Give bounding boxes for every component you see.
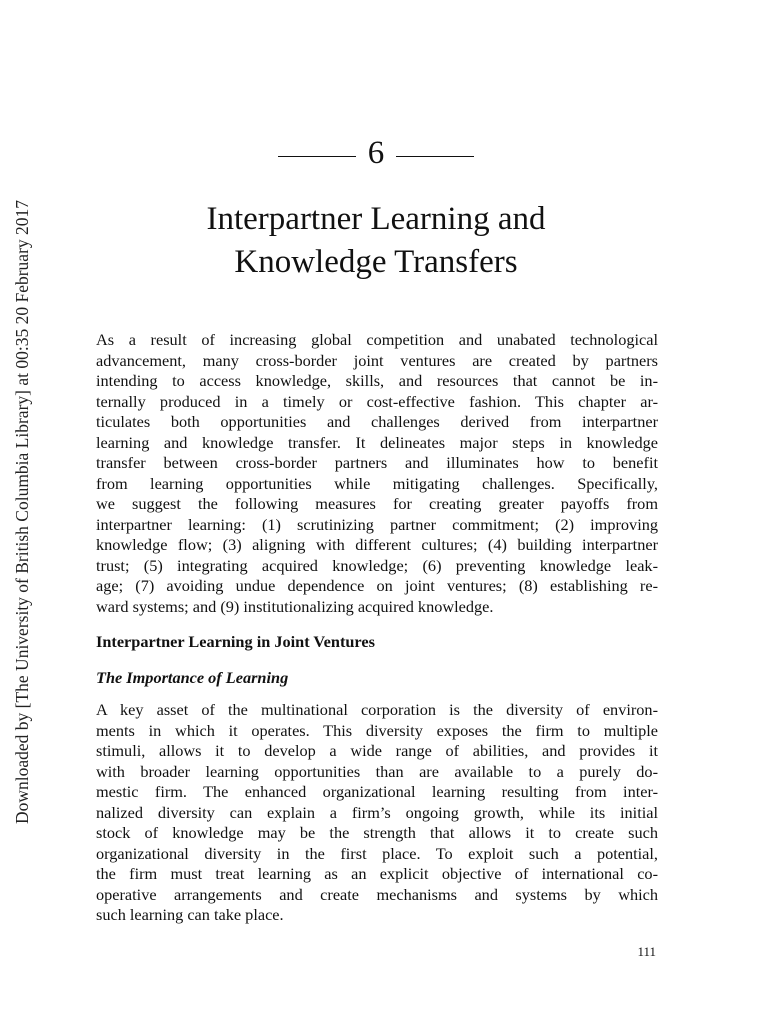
right-rule <box>396 156 474 157</box>
page-number: 111 <box>637 944 656 959</box>
text-line: operative arrangements and create mechanisms and systems by which <box>96 884 658 904</box>
text-line: knowledge flow; (3) aligning with different cultures; (4) building interpartner <box>96 535 658 554</box>
text-line: such learning can take place. <box>96 905 284 924</box>
text-line: mestic firm. The enhanced organizational learning resulting from inter- <box>96 782 658 801</box>
text-line: stimuli, allows it to develop a wide range of abilities, and provides it <box>96 741 658 760</box>
text-line: ments in which it operates. This diversity exposes the firm to multiple <box>96 720 658 740</box>
text-line: As a result of increasing global competition and unabated technological <box>96 330 658 349</box>
text-line: intending to access knowledge, skills, and resources that cannot be in- <box>96 371 658 390</box>
download-margin-note: Downloaded by [The University of British Columbia Library] at 00:35 20 February 2017 <box>12 199 32 825</box>
left-rule <box>278 156 356 157</box>
section-heading: Interpartner Learning in Joint Ventures <box>96 632 375 651</box>
text-line: ticulates both opportunities and challenges derived from interpartner <box>96 412 658 431</box>
text-line: A key asset of the multinational corporation is the diversity of environ- <box>96 700 658 719</box>
intro-paragraph <box>96 330 658 617</box>
chapter-number-block <box>265 133 487 173</box>
text-line: interpartner learning: (1) scrutinizing partner commitment; (2) improving <box>96 514 658 534</box>
chapter-title-line: Knowledge Transfers <box>234 244 518 280</box>
text-line: nalized diversity can explain a firm’s ongoing growth, while its initial <box>96 802 658 822</box>
text-line: advancement, many cross-border joint ventures are created by partners <box>96 350 658 370</box>
text-line: the firm must treat learning as an explicit objective of international co- <box>96 864 658 883</box>
text-line: ward systems; and (9) institutionalizing acquired knowledge. <box>96 596 494 616</box>
subsection-heading: The Importance of Learning <box>96 668 289 687</box>
chapter-title-line: Interpartner Learning and <box>206 201 546 237</box>
text-line: transfer between cross-border partners and illuminates how to benefit <box>96 453 658 472</box>
chapter-title <box>100 198 652 284</box>
text-line: organizational diversity in the first place. To exploit such a potential, <box>96 843 658 863</box>
text-line: stock of knowledge may be the strength that allows it to create such <box>96 823 658 842</box>
text-line: we suggest the following measures for creating greater payoffs from <box>96 494 658 513</box>
text-line: learning and knowledge transfer. It delineates major steps in knowledge <box>96 432 658 452</box>
text-line: with broader learning opportunities than are available to a purely do- <box>96 761 658 781</box>
text-line: ternally produced in a timely or cost-effective fashion. This chapter ar- <box>96 391 658 411</box>
text-line: from learning opportunities while mitigating challenges. Specifically, <box>96 473 658 493</box>
text-line: age; (7) avoiding undue dependence on joint ventures; (8) establishing re- <box>96 576 658 595</box>
text-line: trust; (5) integrating acquired knowledge; (6) preventing knowledge leak- <box>96 555 658 575</box>
body-paragraph <box>96 700 658 926</box>
chapter-number: 6 <box>367 135 385 171</box>
